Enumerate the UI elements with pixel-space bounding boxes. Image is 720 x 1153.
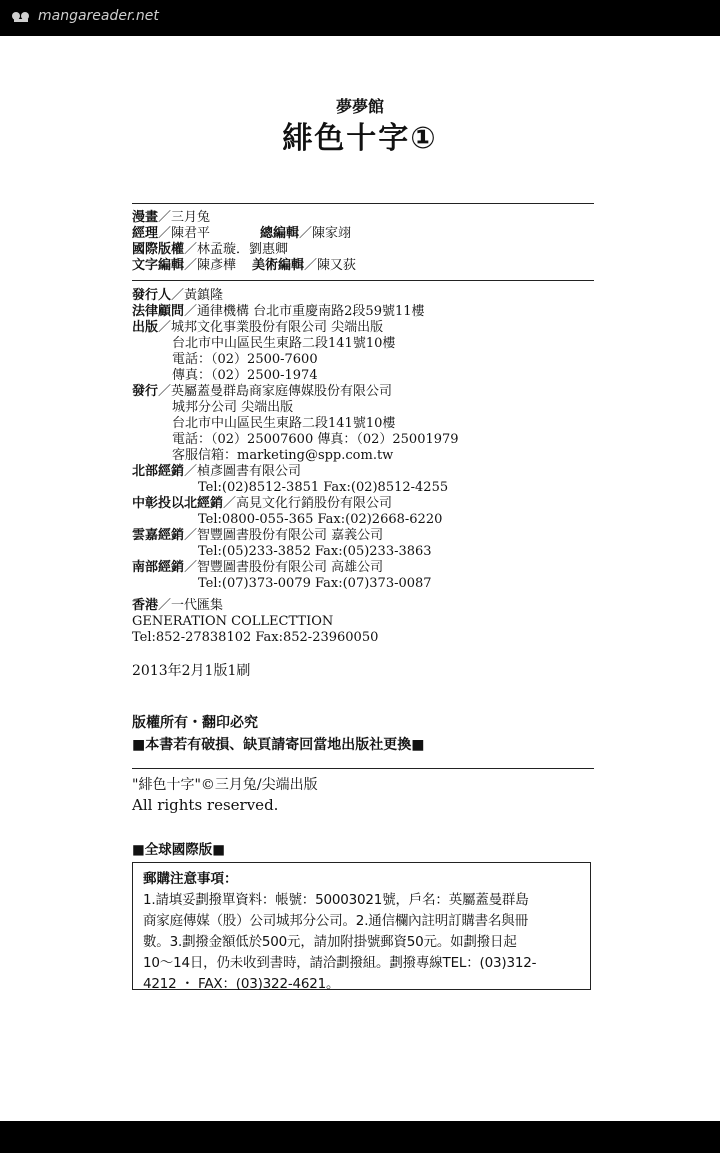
credit-rights: 國際版權／林孟璇．劉惠卿 xyxy=(132,242,289,257)
rights-reserved: 版權所有・翻印必究 xyxy=(132,715,258,731)
credit-manager: 經理／陳君平 xyxy=(132,226,211,241)
credit-text-editor: 文字編輯／陳彥樺 xyxy=(132,258,237,273)
credit-manga: 漫畫／三月兔 xyxy=(132,210,211,225)
watermark-text: mangareader.net xyxy=(38,8,159,24)
publisher: 出版／城邦文化事業股份有限公司 尖端出版 xyxy=(132,320,384,335)
divider xyxy=(132,768,594,769)
global-edition: ■全球國際版■ xyxy=(132,842,226,858)
distributor-contact: 電話：（02）25007600 傳真：（02）25001979 xyxy=(172,432,459,447)
divider xyxy=(132,203,594,204)
mangareader-logo-icon xyxy=(10,8,34,24)
customer-service-email: 客服信箱：marketing@spp.com.tw xyxy=(172,448,394,463)
distributor: 發行／英屬蓋曼群島商家庭傳媒股份有限公司 xyxy=(132,384,393,399)
top-bar xyxy=(0,0,720,36)
legal-advisor: 法律顧問／通律機構 台北市重慶南路2段59號11樓 xyxy=(132,304,425,319)
dist-central-contact: Tel:0800-055-365 Fax:(02)2668-6220 xyxy=(198,512,443,527)
dist-north-contact: Tel:(02)8512-3851 Fax:(02)8512-4255 xyxy=(198,480,449,495)
distributor-address: 台北市中山區民生東路二段141號10樓 xyxy=(172,416,396,431)
dist-north: 北部經銷／楨彥圖書有限公司 xyxy=(132,464,302,479)
watermark xyxy=(10,8,159,24)
edition: 2013年2月1版1刷 xyxy=(132,663,251,679)
divider xyxy=(132,280,594,281)
dist-central: 中彰投以北經銷／高見文化行銷股份有限公司 xyxy=(132,496,393,511)
hk-company: GENERATION COLLECTTION xyxy=(132,614,334,629)
dist-yunchia: 雲嘉經銷／智豐圖書股份有限公司 嘉義公司 xyxy=(132,528,384,543)
dist-south-contact: Tel:(07)373-0079 Fax:(07)373-0087 xyxy=(198,576,432,591)
dist-south: 南部經銷／智豐圖書股份有限公司 高雄公司 xyxy=(132,560,384,575)
mail-order-notice-box xyxy=(132,862,591,990)
book-title: 緋色十字① xyxy=(282,121,438,156)
copyright-line: "緋色十字"©三月兔/尖端出版 xyxy=(132,777,318,793)
replace-notice: ■本書若有破損、缺頁請寄回當地出版社更換■ xyxy=(132,737,425,753)
publisher-series: 夢夢館 xyxy=(335,97,384,116)
mail-order-title: 郵購注意事項： xyxy=(143,871,238,887)
hk-distributor: 香港／一代匯集 xyxy=(132,598,224,613)
distributor-branch: 城邦分公司 尖端出版 xyxy=(172,400,294,415)
publisher-fax: 傳真：（02）2500-1974 xyxy=(172,368,318,383)
publisher-tel: 電話：（02）2500-7600 xyxy=(172,352,318,367)
credit-art-editor: 美術編輯／陳又荻 xyxy=(252,258,357,273)
publisher-address: 台北市中山區民生東路二段141號10樓 xyxy=(172,336,396,351)
mail-order-body: 1.請填妥劃撥單資料：帳號：50003021號，戶名：英屬蓋曼群島 商家庭傳媒（股）公司城邦分公司。2.通信欄內註明訂購書名與冊 數。3.劃撥金額低於500元，請加附掛號郵資50元。如劃撥日起 10～14日，仍未收到書時，請洽劃撥組。劃撥專線TEL：(03)312- 4212 ・ FAX：(03)322-4621。 xyxy=(143,892,537,992)
hk-contact: Tel:852-27838102 Fax:852-23960050 xyxy=(132,630,379,645)
all-rights-reserved: All rights reserved. xyxy=(132,796,279,814)
dist-yunchia-contact: Tel:(05)233-3852 Fax:(05)233-3863 xyxy=(198,544,432,559)
bottom-bar xyxy=(0,1121,720,1153)
issuer: 發行人／黃鎮隆 xyxy=(132,288,224,303)
credit-editor-in-chief: 總編輯／陳家翊 xyxy=(260,226,352,241)
